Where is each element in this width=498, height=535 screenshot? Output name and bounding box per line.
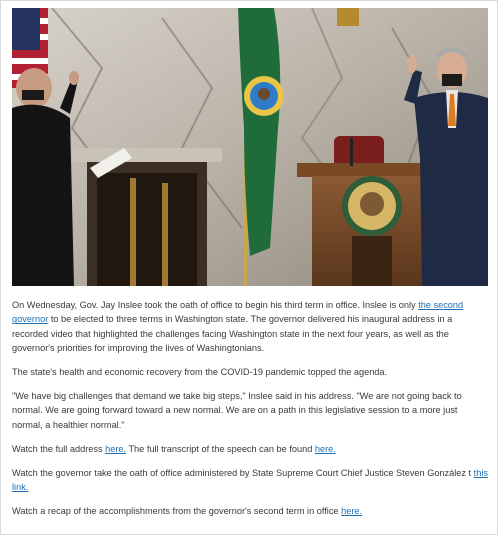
- transcript-text: The full transcript of the speech can be found: [126, 443, 315, 454]
- article-body: [12, 298, 488, 528]
- second-governor-link[interactable]: the second governor: [12, 300, 464, 325]
- paragraph-watch-oath: [12, 466, 488, 495]
- intro-text-start: On Wednesday, Gov. Jay Inslee took the oath of office to begin his third term in office. Inslee is only: [12, 300, 419, 310]
- watch-oath-text: Watch the governor take the oath of office administered by State Supreme Court Chief Justice Steven González t: [12, 467, 474, 478]
- paragraph-intro: [12, 298, 488, 356]
- paragraph-recovery: The state's health and economic recovery from the COVID-19 pandemic topped the agenda.: [12, 367, 388, 378]
- paragraph-recap: [12, 504, 488, 518]
- watch-address-text: Watch the full address: [12, 443, 106, 454]
- recap-text: Watch a recap of the accomplishments from the governor's second term in office: [12, 505, 342, 516]
- oath-video-link[interactable]: this link.: [12, 467, 488, 493]
- recap-link[interactable]: here.: [341, 505, 363, 516]
- paragraph-watch-address: [12, 442, 488, 456]
- paragraph-quote: "We have big challenges that demand we take big steps," Inslee said in his address. "We are not going back to normal. We are going forward toward a new normal. We are on a path in this legislative session to a more just normal, a healthier normal.": [12, 391, 462, 430]
- oath-ceremony-photo: [12, 8, 488, 286]
- transcript-link[interactable]: here.: [314, 443, 336, 454]
- full-address-link[interactable]: here.: [105, 443, 127, 454]
- intro-text-end: to be elected to three terms in Washington state. The governor delivered his inaugural address in a recorded video that highlighted the challenges facing Washington state in the next four years, as well as the governor's priorities for improving the lives of Washingtonians.: [12, 314, 453, 354]
